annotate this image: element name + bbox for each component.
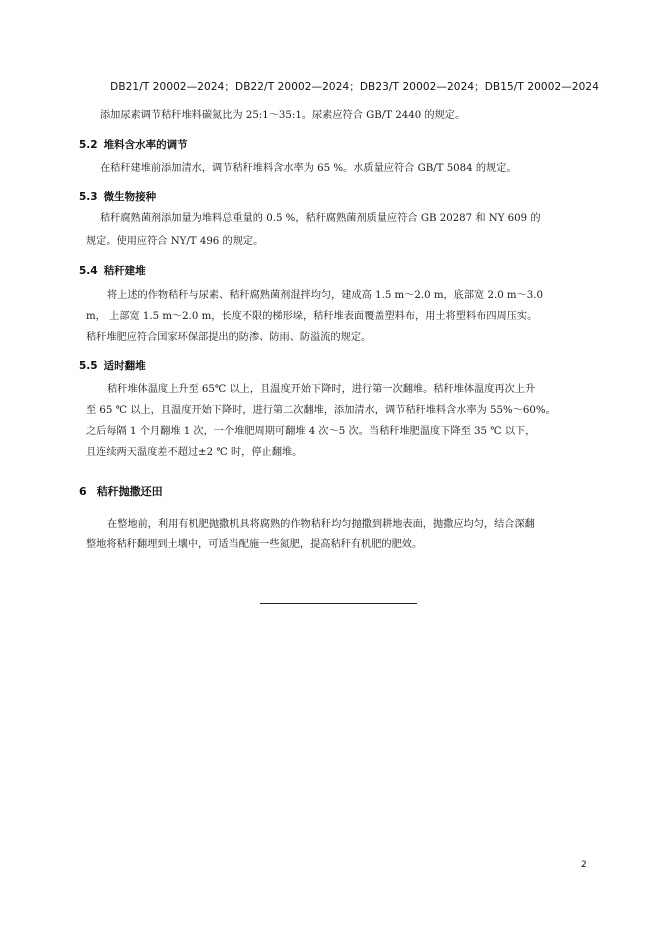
section-title: 微生物接种: [103, 191, 157, 203]
page-number: 2: [581, 860, 587, 870]
section-5-5-line-4: 且连续两天温度差不超过±2 ℃ 时，停止翻堆。: [86, 447, 303, 458]
section-5-5-heading: [79, 358, 146, 373]
intro-paragraph-line: 添加尿素调节秸秆堆料碳氮比为 25:1～35:1。尿素应符合 GB/T 2440 的规定。: [100, 110, 466, 121]
section-title: 适时翻堆: [103, 360, 146, 372]
section-5-3-heading: [79, 189, 156, 204]
chapter-6-line-2: 整地将秸秆翻埋到土壤中，可适当配施一些氮肥，提高秸秆有机肥的肥效。: [86, 539, 423, 550]
section-number: 5.3: [79, 191, 98, 203]
section-5-2-line-1: 在秸秆建堆前添加清水，调节秸秆堆料含水率为 65 %。水质量应符合 GB/T 5084 的规定。: [100, 163, 517, 174]
section-5-4-line-1: 将上述的作物秸秆与尿素、秸秆腐熟菌剂混拌均匀，建成高 1.5 m～2.0 m，底部宽 2.0 m～3.0: [107, 290, 543, 301]
end-of-document-rule: [260, 603, 417, 604]
chapter-title: 秸秆抛撒还田: [96, 485, 163, 498]
section-5-5-line-1: 秸秆堆体温度上升至 65℃ 以上，且温度开始下降时，进行第一次翻堆。秸秆堆体温度再次上升: [107, 384, 536, 395]
section-5-5-line-3: 之后每隔 1 个月翻堆 1 次，一个堆肥周期可翻堆 4 次～5 次。当秸秆堆肥温度下降至 35 ℃ 以下，: [86, 426, 536, 437]
section-number: 5.5: [79, 360, 98, 372]
section-5-3-line-2: 规定。使用应符合 NY/T 496 的规定。: [86, 236, 264, 247]
chapter-6-heading: [79, 483, 163, 499]
section-number: 5.2: [79, 139, 98, 151]
section-5-4-line-2: m， 上部宽 1.5 m～2.0 m，长度不限的梯形垛，秸秆堆表面覆盖塑料布，用土将塑料布四周压实。: [86, 311, 538, 322]
section-5-5-line-2: 至 65 ℃ 以上，且温度开始下降时，进行第二次翻堆，添加清水，调节秸秆堆料含水率为 55%～60%。: [86, 405, 556, 416]
section-5-2-heading: [79, 137, 188, 152]
section-number: 5.4: [79, 265, 98, 277]
section-5-4-heading: [79, 263, 146, 278]
section-5-3-line-1: 秸秆腐熟菌剂添加量为堆料总重量的 0.5 %，秸秆腐熟菌剂质量应符合 GB 20287 和 NY 609 的: [100, 213, 541, 224]
section-title: 秸秆建堆: [103, 265, 146, 277]
chapter-6-line-1: 在整地前，利用有机肥抛撒机具将腐熟的作物秸秆均匀抛撒到耕地表面，抛撒应均匀，结合深翻: [107, 519, 535, 530]
chapter-number: 6: [79, 485, 87, 498]
section-5-4-line-3: 秸秆堆肥应符合国家环保部提出的防渗、防雨、防溢流的规定。: [86, 332, 372, 343]
document-header-standard-numbers: DB21/T 20002—2024；DB22/T 20002—2024；DB23/T 20002—2024；DB15/T 20002—2024: [110, 81, 599, 93]
section-title: 堆料含水率的调节: [103, 139, 188, 151]
